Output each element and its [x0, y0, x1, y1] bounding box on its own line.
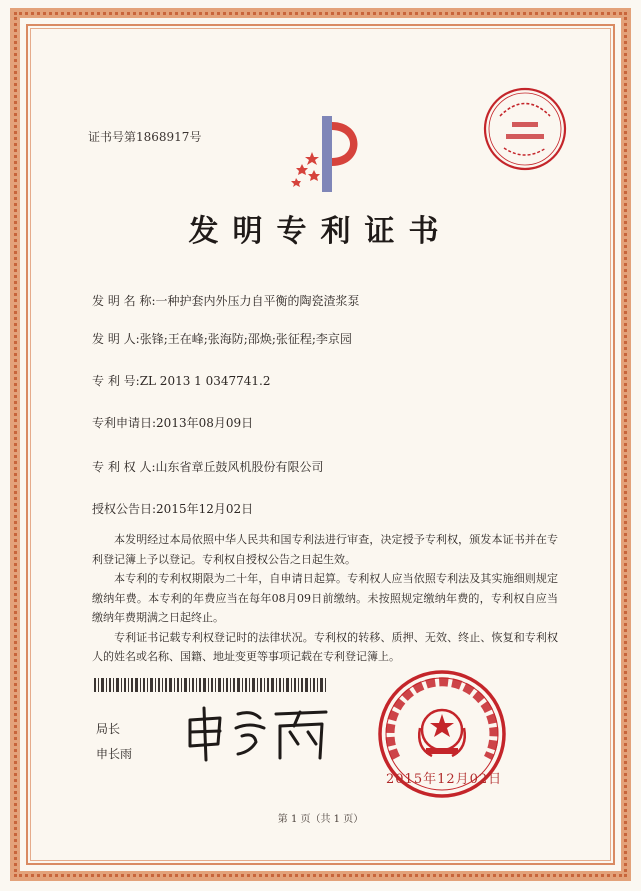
- director-title: 局长: [96, 722, 121, 736]
- patentee-value: 山东省章丘鼓风机股份有限公司: [155, 460, 324, 474]
- application-date-row: [92, 414, 253, 431]
- grant-date-row: [92, 500, 253, 517]
- body-paragraph: 专利证书记载专利权登记时的法律状况。专利权的转移、质押、无效、终止、恢复和专利权人的姓名或名称、国籍、地址变更等事项记载在专利登记簿上。: [92, 630, 558, 663]
- certificate-title: 发明专利证书: [188, 214, 453, 249]
- patent-number-label: 专 利 号:: [92, 374, 140, 388]
- invention-name-label: 发 明 名 称:: [92, 294, 156, 308]
- barcode-icon: [94, 678, 326, 692]
- body-paragraph: 本专利的专利权期限为二十年，自申请日起算。专利权人应当依照专利法及其实施细则规定缴纳年费。本专利的年费应当在每年08月09日前缴纳。未按照规定缴纳年费的，专利权自应当缴纳年费期满之日起终止。: [92, 572, 558, 624]
- patent-office-logo-icon: [274, 112, 370, 196]
- invention-name-row: [92, 292, 360, 309]
- patentee-row: [92, 458, 324, 475]
- grant-date-label: 授权公告日:: [92, 502, 157, 516]
- grant-date-value: 2015年12月02日: [156, 502, 254, 516]
- certificate-body: [92, 530, 558, 667]
- patent-number-row: [92, 372, 271, 389]
- patentee-label: 专 利 权 人:: [92, 460, 156, 474]
- inventor-label: 发 明 人:: [92, 332, 140, 346]
- inventor-row: [92, 330, 352, 347]
- application-date-value: 2013年08月09日: [156, 416, 254, 430]
- patent-number-value: ZL 2013 1 0347741.2: [139, 374, 271, 388]
- application-date-label: 专利申请日:: [92, 416, 157, 430]
- inventor-value: 张锋;王在峰;张海防;邵焕;张征程;李京园: [139, 332, 352, 346]
- body-paragraph: 本发明经过本局依照中华人民共和国专利法进行审查，决定授予专利权，颁发本证书并在专利登记簿上予以登记。专利权自授权公告之日起生效。: [92, 533, 558, 566]
- certificate-number: 证书号第1868917号: [88, 130, 202, 144]
- director-name: 申长雨: [96, 747, 133, 761]
- invention-name-value: 一种护套内外压力自平衡的陶瓷渣浆泵: [155, 294, 360, 308]
- page-number-footer: 第 1 页（共 1 页）: [277, 814, 364, 825]
- agency-tax-seal-icon: [482, 86, 568, 172]
- director-signature-icon: [176, 704, 336, 762]
- seal-date: 2015年12月02日: [386, 772, 503, 787]
